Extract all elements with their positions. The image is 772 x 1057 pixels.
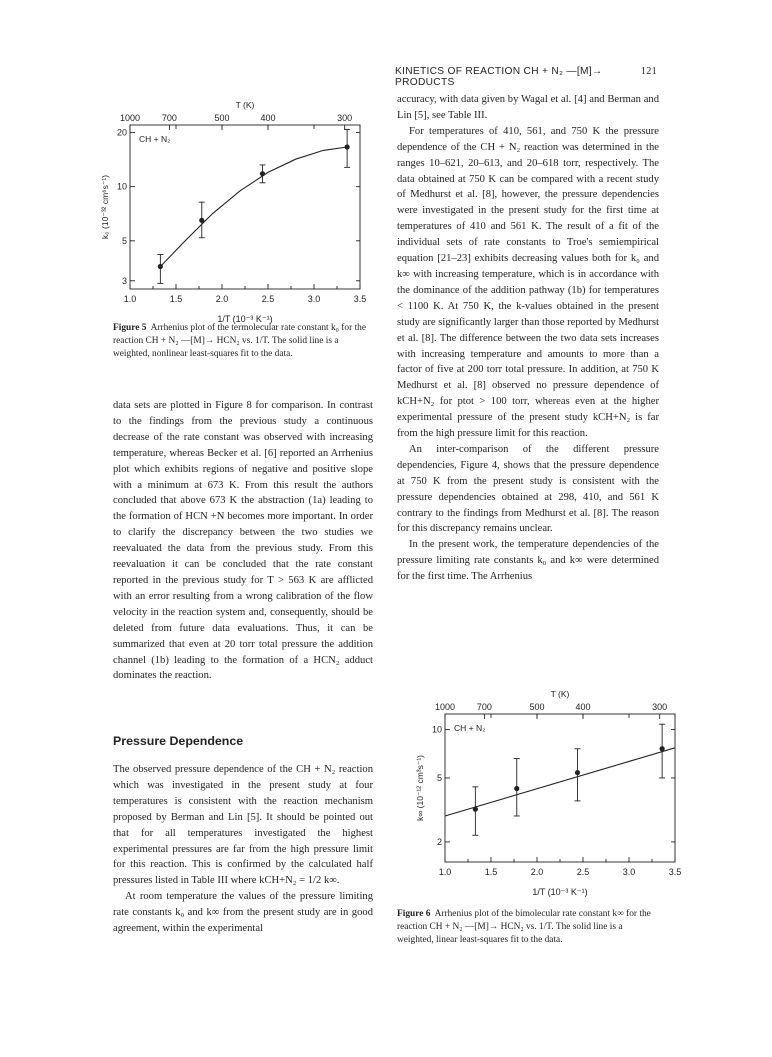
figure-6-caption-text: Arrhenius plot of the bimolecular rate constant k∞ for the reaction CH + N₂ —[M]→ HCN₂ vs. 1/T. The solid line is a weighted, linear least-squares fit to the data. (397, 909, 651, 945)
top-tick-label: 1000 (434, 702, 456, 712)
running-header (395, 66, 657, 88)
top-tick-label: 500 (529, 702, 545, 712)
data-point (514, 786, 519, 791)
top-axis-title: T (K) (550, 689, 570, 699)
figure-6-label: Figure 6 (397, 909, 431, 919)
data-point (660, 746, 665, 751)
data-point (158, 264, 163, 269)
x-tick-label: 2.0 (215, 294, 229, 304)
right-paragraph-1: accuracy, with data given by Wagal et al. [4] and Berman and Lin [5], see Table III. (397, 94, 659, 121)
data-point (199, 218, 204, 223)
x-tick-label: 2.5 (576, 867, 590, 877)
right-paragraph-4: In the present work, the temperature dependencies of the pressure limiting rate constants k₀ and k∞ were determined for the first time. The Arrhenius (397, 539, 659, 583)
figure-6-caption (397, 908, 659, 947)
y-tick-label: 10 (116, 181, 127, 192)
top-tick-label: 400 (260, 113, 276, 123)
figure-5-caption-text: Arrhenius plot of the termolecular rate constant k₀ for the reaction CH + N₂ —[M]→ HCN₂ vs. 1/T. The solid line is a weighted, nonlinear least-squares fit to the data. (113, 323, 367, 359)
x-tick-label: 1.0 (123, 294, 137, 304)
x-tick-label: 1.5 (169, 294, 183, 304)
y-tick-label: 3 (121, 275, 127, 286)
top-tick-label: 300 (337, 113, 353, 123)
left-paragraph-1: data sets are plotted in Figure 8 for comparison. In contrast to the findings from the previous study a continuous decrease of the rate constant was observed with increasing temperature, whereas Becker et al. [6] reported an Arrhenius plot which exhibits regions of negative and positive slope with a minimum at 673 K. From this result the authors concluded that above 673 K the abstraction (1a) leading to the formation of HCN +N becomes more important. In order to clarify the discrepancy between the two studies we reevaluated the data from the previous study. From this reevaluation it can be concluded that the rate constant reported in the previous study for T > 563 K are afflicted with an error resulting from a wrong calibration of the flow velocity in the reaction system and, consequently, should be deleted from future data evaluations. Thus, it can be summarized that even at 20 torr total pressure the addition channel (1b) leading to the formation of a HCN₂ adduct dominates the reaction. (113, 400, 373, 682)
y-tick-label: 5 (121, 235, 127, 246)
top-tick-label: 400 (575, 702, 591, 712)
data-point (473, 807, 478, 812)
y-tick-label: 2 (436, 836, 442, 847)
figure-6-chart (400, 680, 690, 912)
top-tick-label: 1000 (119, 113, 141, 123)
top-axis-title: T (K) (235, 100, 255, 110)
y-axis-title: k₀ (10⁻³² cm⁶s⁻¹) (100, 174, 110, 240)
x-tick-label: 3.5 (353, 294, 367, 304)
plot-frame (445, 714, 675, 862)
top-tick-label: 700 (161, 113, 177, 123)
legend-label: CH + N₂ (139, 134, 171, 144)
fit-line (160, 147, 347, 267)
x-axis-title: 1/T (10⁻³ K⁻¹) (217, 314, 273, 324)
right-paragraph-3: An inter-comparison of the different pressure dependencies, Figure 4, shows that the pressure dependence at 750 K from the present study is consistent with the pressure dependencies obtained at 298, 410, and 561 K contrary to the findings from Medhurst et al. [8]. The reason for this discrepancy remains unclear. (397, 443, 659, 535)
top-tick-label: 300 (652, 702, 668, 712)
figure-5-caption (113, 322, 371, 361)
legend-label: CH + N₂ (454, 723, 486, 733)
left-column-body-2 (113, 762, 373, 937)
x-axis-title: 1/T (10⁻³ K⁻¹) (532, 887, 588, 897)
x-tick-label: 2.5 (261, 294, 275, 304)
data-point (575, 770, 580, 775)
x-tick-label: 1.0 (438, 867, 452, 877)
y-axis-title: k∞ (10⁻¹² cm³s⁻¹) (415, 754, 425, 822)
figure-5-label: Figure 5 (113, 323, 147, 333)
left-column-body (113, 398, 373, 684)
data-point (260, 171, 265, 176)
data-point (345, 144, 350, 149)
right-paragraph-2: For temperatures of 410, 561, and 750 K the pressure dependence of the CH + N₂ reaction was determined in the ranges 10–621, 20–613, and 20–618 torr, respectively. The data obtained at 750 K can be compared with a recent study of Medhurst et al. [8], however, the pressure dependencies were investigated in the present study for the first time at temperatures of 410 and 561 K. The result of a fit of the individual sets of rate constants to Troe's semiempirical equation [21–23] exhibits decreasing values both for k₀ and k∞ with increasing temperature, which is in accordance with the dominance of the addition pathway (1b) for temperatures < 1100 K. At 750 K, the k-values obtained in the present study are significantly larger than those reported by Medhurst et al. [8]. The difference between the two data sets increases with increasing temperature and amounts to more than a factor of five at 200 torr total pressure. In addition, at 750 K Medhurst et al. [8] observed no pressure dependence of kCH+N₂ for ptot > 100 torr, whereas even at the higher experimental pressure of the present study kCH+N₂ is far from the high pressure limit for this reaction. (397, 125, 659, 440)
y-tick-label: 10 (431, 724, 442, 735)
top-tick-label: 700 (476, 702, 492, 712)
fit-line (445, 748, 675, 816)
figure-5-chart (85, 92, 375, 324)
running-title: KINETICS OF REACTION CH + N₂ —[M]→ PRODUCTS (395, 66, 603, 88)
x-tick-label: 1.5 (484, 867, 498, 877)
page-number: 121 (640, 66, 657, 77)
x-tick-label: 3.0 (622, 867, 636, 877)
right-column-body (397, 92, 659, 585)
y-tick-label: 5 (436, 772, 442, 783)
top-tick-label: 500 (214, 113, 230, 123)
y-tick-label: 20 (116, 127, 127, 138)
x-tick-label: 3.0 (307, 294, 321, 304)
section-title: Pressure Dependence (113, 734, 244, 748)
left-paragraph-3: At room temperature the values of the pressure limiting rate constants k₀ and k∞ from the present study are in good agreement, within the experimental (113, 891, 373, 935)
left-paragraph-2: The observed pressure dependence of the CH + N₂ reaction which was investigated in the present study at four temperatures is consistent with the reaction mechanism proposed by Berman and Lin [5]. It should be pointed out that for all temperatures investigated the highest experimental pressures are far from the high pressure limit for this reaction. This is confirmed by the calculated half pressures listed in Table III where kCH+N₂ = 1/2 k∞. (113, 764, 373, 887)
x-tick-label: 3.5 (668, 867, 682, 877)
x-tick-label: 2.0 (530, 867, 544, 877)
